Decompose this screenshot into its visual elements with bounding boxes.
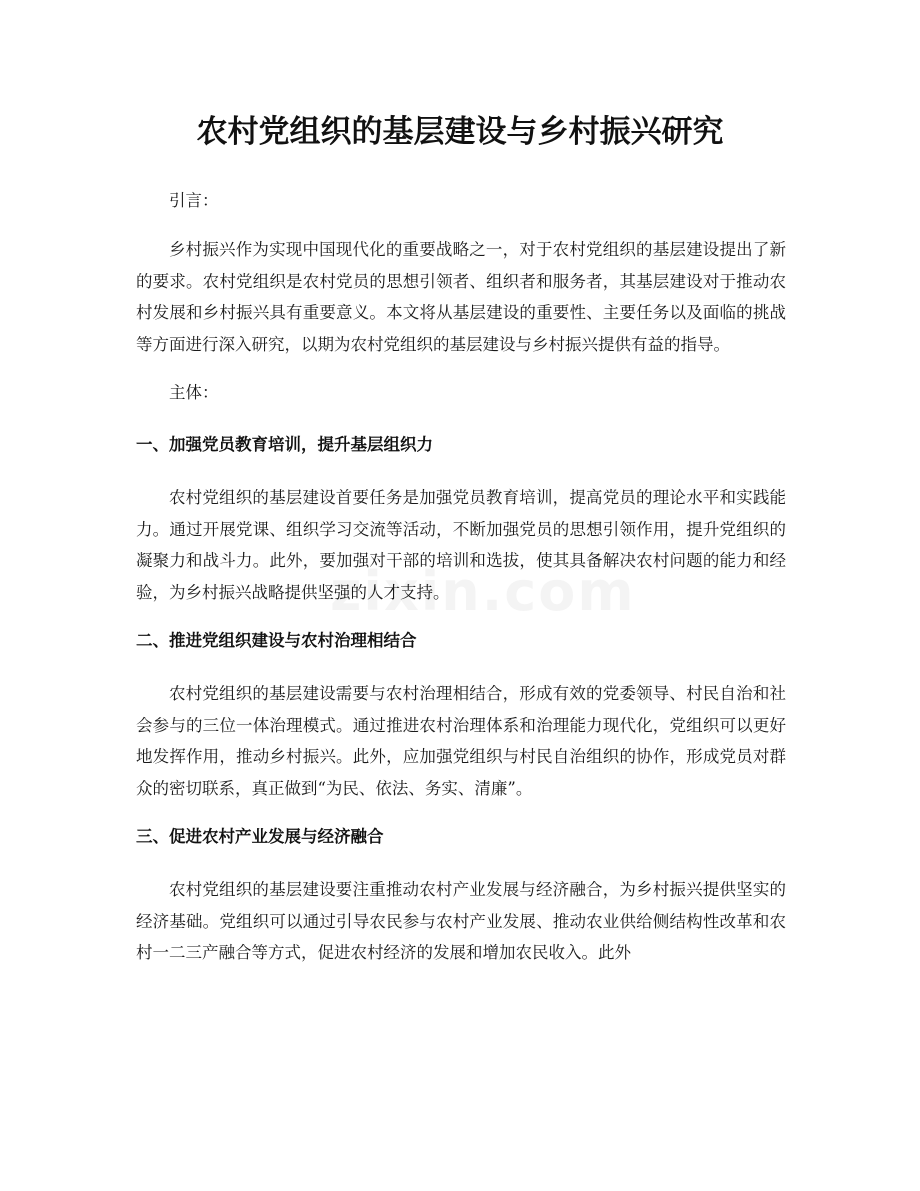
spacer — [136, 608, 786, 622]
intro-label: 引言： — [169, 191, 219, 210]
document-body — [136, 182, 786, 969]
body-label: 主体： — [169, 383, 219, 402]
spacer — [136, 360, 786, 374]
section-paragraph-1: 农村党组织的基层建设首要任务是加强党员教育培训，提高党员的理论水平和实践能力。通过开展党课、组织学习交流等活动，不断加强党员的思想引领作用，提升党组织的凝聚力和战斗力。此外，要加强对干部的培训和选拔，使其具备解决农村问题的能力和经验，为乡村振兴战略提供坚强的人才支持。 — [136, 488, 786, 602]
section-paragraph-3: 农村党组织的基层建设要注重推动农村产业发展与经济融合，为乡村振兴提供坚实的经济基础。党组织可以通过引导农民参与农村产业发展、推动农业供给侧结构性改革和农村一二三产融合等方式，促进农村经济的发展和增加农民收入。此外 — [136, 880, 786, 962]
section-heading-3: 三、促进农村产业发展与经济融合 — [136, 827, 384, 846]
spacer — [136, 464, 786, 482]
spacer — [136, 804, 786, 818]
spacer — [136, 660, 786, 678]
spacer — [136, 220, 786, 234]
intro-paragraph: 乡村振兴作为实现中国现代化的重要战略之一，对于农村党组织的基层建设提出了新的要求。农村党组织是农村党员的思想引领者、组织者和服务者，其基层建设对于推动农村发展和乡村振兴具有重要意义。本文将从基层建设的重要性、主要任务以及面临的挑战等方面进行深入研究，以期为农村党组织的基层建设与乡村振兴提供有益的指导。 — [136, 240, 786, 354]
spacer — [136, 856, 786, 874]
section-heading-1: 一、加强党员教育培训，提升基层组织力 — [136, 435, 433, 454]
document-title: 农村党组织的基层建设与乡村振兴研究 — [196, 114, 724, 150]
section-heading-2: 二、推进党组织建设与农村治理相结合 — [136, 631, 417, 650]
section-paragraph-2: 农村党组织的基层建设需要与农村治理相结合，形成有效的党委领导、村民自治和社会参与的三位一体治理模式。通过推进农村治理体系和治理能力现代化，党组织可以更好地发挥作用，推动乡村振兴。此外，应加强党组织与村民自治组织的协作，形成党员对群众的密切联系，真正做到“为民、依法、务实、清廉”。 — [136, 684, 786, 798]
spacer — [136, 412, 786, 426]
